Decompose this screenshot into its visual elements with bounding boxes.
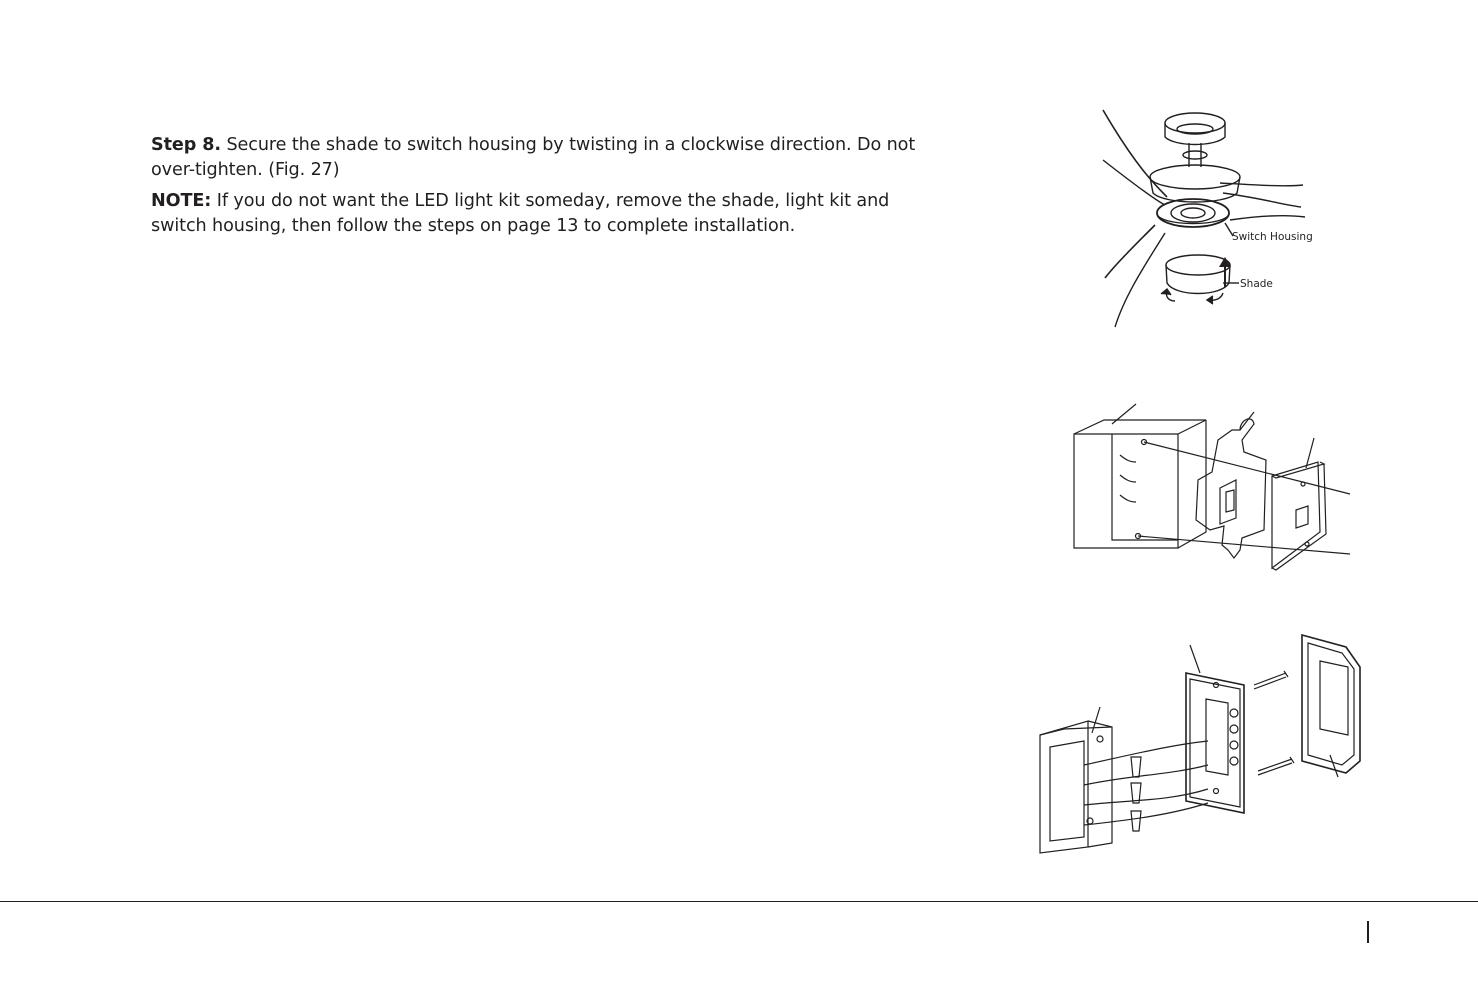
fan-diagram [1095,105,1325,335]
instruction-text [151,133,941,245]
wall-control-diagram [1030,625,1375,860]
step-8-paragraph [151,133,941,183]
step-text: Secure the shade to switch housing by twisting in a clockwise direction. Do not over-tighten. (Fig. 27) [151,135,916,180]
shade-label: Shade [1240,278,1273,290]
footer-rule [0,901,1478,902]
note-paragraph [151,189,941,239]
step-label: Step 8. [151,135,221,155]
switch-housing-label: Switch Housing [1232,231,1313,243]
figure-wall-switch-exploded [1060,400,1360,580]
figure-wall-control-wiring [1030,625,1375,860]
note-text: If you do not want the LED light kit someday, remove the shade, light kit and switch housing, then follow the steps on page 13 to complete installation. [151,191,890,236]
note-label: NOTE: [151,191,212,211]
wall-switch-diagram [1060,400,1360,580]
figure-fan-shade [1095,105,1325,335]
page-marker [1367,921,1369,943]
